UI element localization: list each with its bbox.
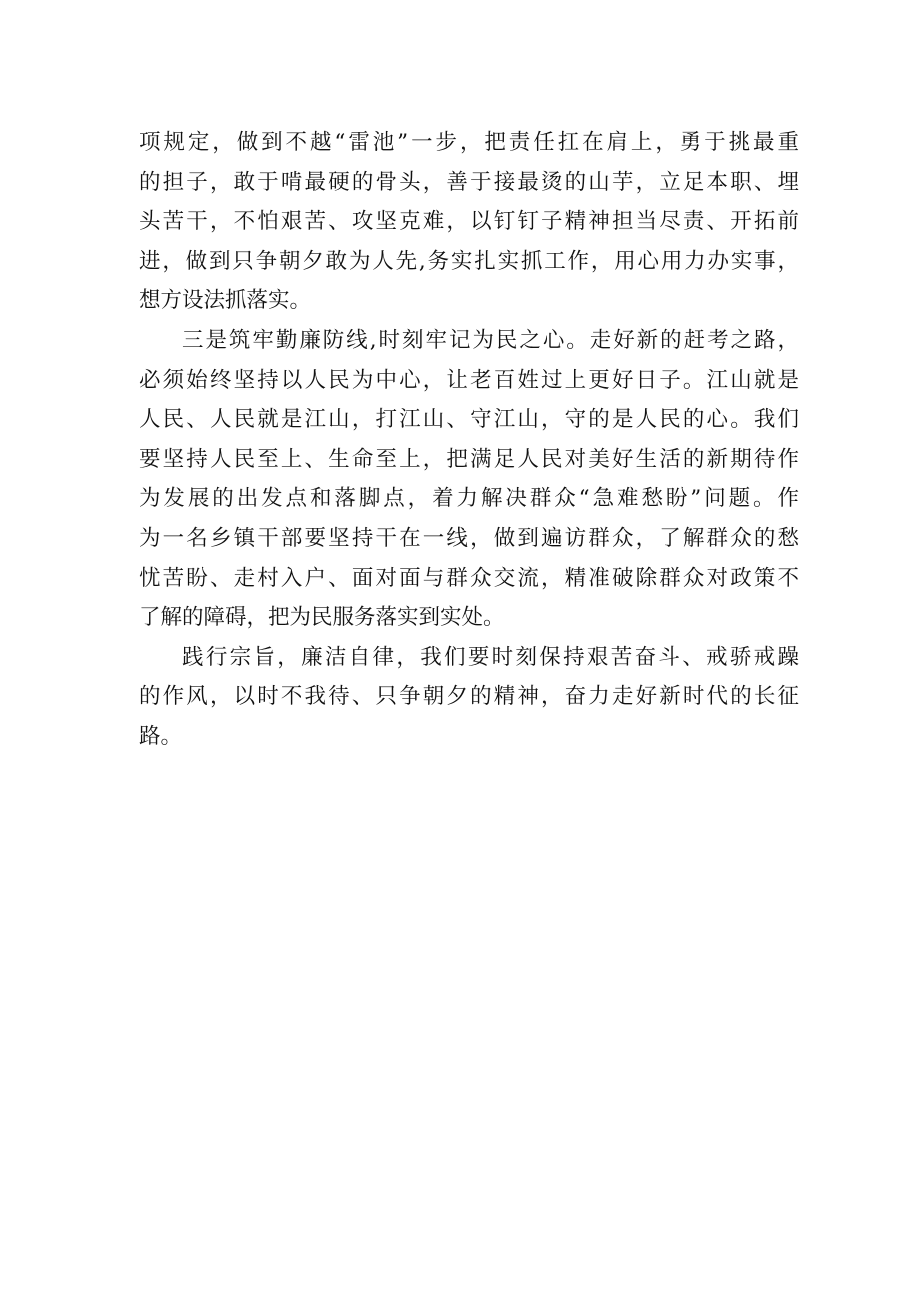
text-line: 想方设法抓落实。 (139, 288, 312, 314)
text-line: 了解的障碍，把为民服务落实到实处。 (139, 605, 505, 631)
text-line: 必须始终坚持以人民为中心，让老百姓过上更好日子。江山就是 (139, 367, 799, 393)
text-line: 为一名乡镇干部要坚持干在一线，做到遍访群众，了解群众的愁 (139, 525, 799, 551)
text-line: 要坚持人民至上、生命至上，把满足人民对美好生活的新期待作 (139, 446, 799, 472)
text-line: 忧苦盼、走村入户、面对面与群众交流，精准破除群众对政策不 (139, 565, 799, 591)
text-line: 的作风，以时不我待、只争朝夕的精神，奋力走好新时代的长征 (139, 684, 799, 710)
text-line: 为发展的出发点和落脚点，着力解决群众“急难愁盼”问题。作 (139, 486, 799, 512)
text-line: 项规定，做到不越“雷池”一步，把责任扛在肩上，勇于挑最重 (139, 130, 799, 155)
paragraph-conclusion (139, 638, 799, 757)
paragraph-section-three (139, 321, 799, 638)
paragraph-continuation (139, 123, 799, 321)
text-line: 的担子，敢于啃最硬的骨头，善于接最烫的山芋，立足本职、埋 (139, 169, 799, 195)
text-line: 路。 (139, 723, 183, 749)
document-body (139, 123, 799, 757)
text-line-indented: 三是筑牢勤廉防线,时刻牢记为民之心。走好新的赶考之路， (182, 327, 799, 353)
text-line-indented: 践行宗旨，廉洁自律，我们要时刻保持艰苦奋斗、戒骄戒躁 (182, 644, 799, 670)
text-line: 头苦干，不怕艰苦、攻坚克难，以钉钉子精神担当尽责、开拓前 (139, 209, 799, 235)
text-line: 进，做到只争朝夕敢为人先,务实扎实抓工作，用心用力办实事， (139, 248, 799, 274)
text-line: 人民、人民就是江山，打江山、守江山，守的是人民的心。我们 (139, 407, 799, 433)
